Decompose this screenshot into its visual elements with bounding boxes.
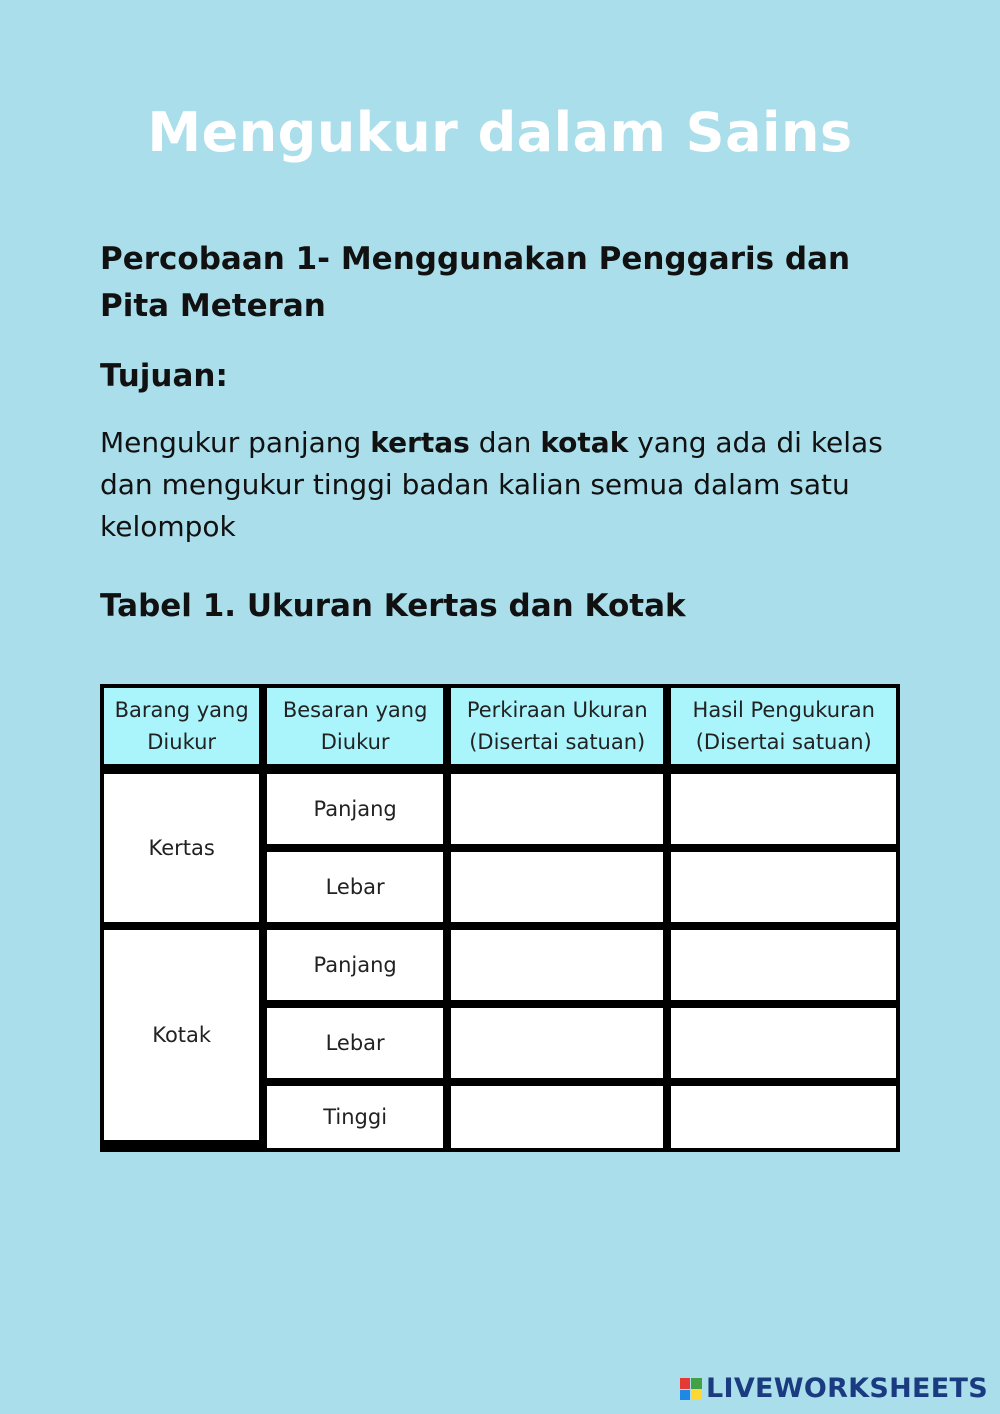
measurement-table [100, 684, 900, 1152]
aim-heading: Tujuan: [100, 358, 228, 394]
aim-text-bold-kotak: kotak [540, 426, 629, 459]
header-result: Hasil Pengukuran (Disertai satuan) [671, 688, 896, 774]
page-title: Mengukur dalam Sains [147, 101, 853, 164]
item-cell-kertas: Kertas [104, 774, 267, 930]
logo-square [680, 1378, 691, 1389]
result-input-cell[interactable] [671, 774, 896, 852]
quantity-cell: Tinggi [267, 1086, 451, 1148]
experiment-heading: Percobaan 1- Menggunakan Penggaris dan Pita Meteran [100, 241, 851, 324]
aim-text [100, 422, 920, 548]
aim-text-part: yang ada di kelas dan mengukur tinggi badan kalian semua dalam satu kelompok [100, 426, 883, 543]
table-row [104, 930, 896, 1008]
quantity-cell: Lebar [267, 1008, 451, 1086]
quantity-cell: Lebar [267, 852, 451, 930]
estimate-input-cell[interactable] [451, 930, 671, 1008]
header-estimate: Perkiraan Ukuran (Disertai satuan) [451, 688, 671, 774]
table-header-row [104, 688, 896, 774]
item-cell-kotak: Kotak [104, 930, 267, 1148]
result-input-cell[interactable] [671, 1086, 896, 1148]
estimate-input-cell[interactable] [451, 1008, 671, 1086]
quantity-cell: Panjang [267, 774, 451, 852]
logo-square [691, 1390, 702, 1401]
aim-text-part: Mengukur panjang [100, 426, 371, 459]
watermark-text: LIVEWORKSHEETS [705, 1373, 988, 1404]
aim-text-part: dan [469, 426, 541, 459]
estimate-input-cell[interactable] [451, 774, 671, 852]
estimate-input-cell[interactable] [451, 1086, 671, 1148]
aim-text-bold-kertas: kertas [370, 426, 470, 459]
liveworksheets-watermark [680, 1374, 988, 1404]
header-item: Barang yang Diukur [104, 688, 267, 774]
table-caption: Tabel 1. Ukuran Kertas dan Kotak [100, 588, 686, 624]
quantity-cell: Panjang [267, 930, 451, 1008]
result-input-cell[interactable] [671, 1008, 896, 1086]
result-input-cell[interactable] [671, 930, 896, 1008]
header-quantity: Besaran yang Diukur [267, 688, 451, 774]
logo-square [691, 1378, 702, 1389]
logo-square [680, 1390, 691, 1401]
liveworksheets-logo-icon [680, 1378, 702, 1400]
table-row [104, 774, 896, 852]
estimate-input-cell[interactable] [451, 852, 671, 930]
result-input-cell[interactable] [671, 852, 896, 930]
